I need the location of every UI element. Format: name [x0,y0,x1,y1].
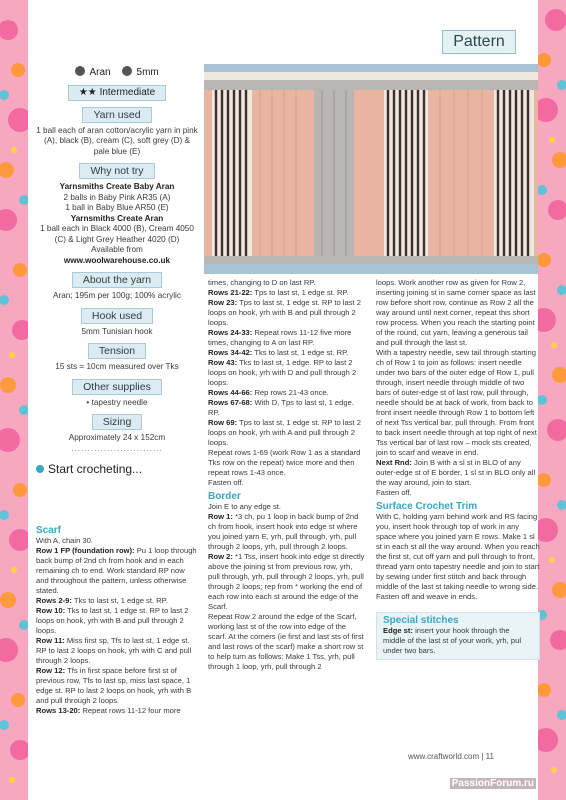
why-website-link[interactable]: www.woolwarehouse.co.uk [63,255,171,265]
yarn-used-heading: Yarn used [82,107,151,123]
fasten-off: Fasten off. [208,478,244,487]
sizing-heading: Sizing [92,414,143,430]
rows-24-33: Rows 24-33: Repeat rows 11-12 five more times, changing to A on last RP. [208,328,352,347]
yarn-weight-icon [75,66,85,76]
rows-13-20: Rows 13-20: Repeat rows 11-12 four more [36,706,181,715]
trim-heading: Surface Crochet Trim [376,501,478,512]
start-crocheting-heading: Start crocheting... [36,464,198,475]
row-1: Row 1 FP (foundation row): Pu 1 loop through back bump of 2nd ch from hook and in each remaining ch to end. Work standard RP now and throughout the pattern, unless otherwise stated. [36,546,197,595]
floral-pattern-icon [0,0,28,800]
floral-pattern-icon [538,0,566,800]
row-69: Row 69: Tps to last st, 1 edge st. RP to last 2 loops on hook, yrh with A and pull through 2 loops. [208,418,361,447]
scarf-heading: Scarf [36,525,62,536]
about-yarn-text: Aran; 195m per 100g; 100% acrylic [53,291,181,300]
floral-border-left [0,0,28,800]
special-stitches-heading: Special stitches [383,615,459,626]
why-line-3: 1 ball each in Black 4000 (B), Cream 4050 (C) & Light Grey Heather 4020 (D) [40,224,194,244]
rows-34-42: Rows 34-42: Tks to last st, 1 edge st. RP. [208,348,349,357]
special-stitches-box [376,612,540,660]
why-available: Available from [91,245,143,254]
info-sidebar [36,64,198,475]
tension-text: 15 sts = 10cm measured over Tks [55,362,179,371]
dotted-divider: ............................ [71,443,163,453]
border-row-2: Row 2: *1 Tss, insert hook into edge st directly above the joining st from previous row, yrh, pull through, yrh, pull through 2 loops, yrh, pull through 2 loops; rep from * working the end of each row into each st around the edge of the Scarf. [208,552,365,611]
yarn-used-text: 1 ball each of aran cotton/acrylic yarn in pink (A), black (B), cream (C), soft grey (D) & pale blue (E) [36,125,198,156]
hook-used-text: 5mm Tunisian hook [81,326,153,336]
continued-text: loops. Work another row as given for Row 2, inserting joining st in same corner space as last row before short row, continue as Row 2 all the way around until next corner, repeat this short row process. When you reach the starting point of the round, cut yarn, leaving a generous tail and pull through the last st. [376,278,536,347]
about-yarn-heading: About the yarn [72,272,162,288]
row-10: Row 10: Tks to last st, 1 edge st. RP to last 2 loops on hook, yrh with B and pull through 2 loops. [36,606,189,635]
why-line-1: 2 balls in Baby Pink AR35 (A) [63,192,171,202]
ratings-row [36,66,198,79]
rows-44-66: Rows 44-66: Rep rows 21-43 once. [208,388,329,397]
floral-border-right [538,0,566,800]
scarf-intro: With A, chain 30. [36,536,93,545]
page-number: 11 [485,752,494,761]
border-heading: Border [208,491,241,502]
page-footer [408,752,548,761]
supplies-text: • tapestry needle [86,397,148,407]
repeat-instructions: Repeat rows 1-69 (work Row 1 as a standard Tks row on the repeat) twice more and then repeat rows 1-43 once. [208,448,361,477]
rows-21-22: Rows 21-22: Tps to last st, 1 edge st. RP. [208,288,349,297]
pattern-column-2 [208,278,366,672]
row-11: Row 11: Miss first sp, Tfs to last st, 1 edge st. RP to last 2 loops on hook, yrh with C and pull through 2 loops. [36,636,192,665]
star-icon: ★★ [78,86,97,98]
difficulty-badge [68,85,166,101]
border-intro: Join E to any edge st. [208,502,282,511]
why-brand-1: Yarnsmiths Create Baby Aran [59,182,175,191]
sizing-text: Approximately 24 x 152cm [68,433,166,442]
scarf-instructions [36,522,198,716]
page-content [28,0,538,800]
why-line-2: 1 ball in Baby Blue AR50 (E) [65,203,169,212]
trim-text: With C, holding yarn behind work and RS facing you, insert hook through top of work in any space where you joined yarn E rows. Make 1 sl st in each st all the way around. When you reach the first st, cut off yarn and pull through to front, thread yarn onto tapestry needle and join to start by sewing under first stitch and back through middle of the last st taking needle to wrong side. Fasten off and weave in ends. [376,512,540,601]
fasten-off: Fasten off. [376,488,412,497]
section-tab: Pattern [442,30,516,54]
difficulty-label: Intermediate [99,86,156,98]
border-repeat: Repeat Row 2 around the edge of the Scarf, working last st of the row into edge of the scarf. At the corners (ie first and last sts of first and last rows of the scarf) make a short row st to help turn as follows: Make 1 Tss, yrh, pull through 1 loop, yrh, pull through 2 [208,612,364,671]
edge-st: Edge st: insert your hook through the middle of the last st of your work, yrh, pul under two bars. [383,626,522,655]
why-brand-2: Yarnsmiths Create Aran [70,213,164,223]
row-12: Row 12: Tfs in first space before first st of previous row, Tfs to last sp, miss last space, 1 edge st. RP to last 2 loops on hook, yrh with B and pull through 2 loops. [36,666,192,705]
why-not-try-heading: Why not try [79,163,154,179]
yarn-weight: Aran [89,67,111,78]
footer-separator: | [481,752,484,761]
hook-icon [122,66,132,76]
pattern-column-3 [376,278,540,660]
bullet-icon [36,465,44,473]
border-row-1: Row 1: *3 ch, pu 1 loop in back bump of 2nd ch from hook, insert hook into edge st where you joined yarn E, yrh, pull through, yrh, pull through 2 loops, yrh, pull through 2 loops. [208,512,359,551]
row-43: Row 43: Tks to last st, 1 edge. RP to last 2 loops on hook, yrh with D and pull through 2 loops. [208,358,357,387]
footer-website[interactable]: www.craftworld.com [408,752,480,761]
hook-size: 5mm [136,67,159,78]
hook-used-heading: Hook used [81,308,153,324]
continued-text: times, changing to D on last RP. [208,278,316,287]
supplies-heading: Other supplies [72,379,162,395]
row-23: Row 23: Tps to last st, 1 edge st. RP to last 2 loops on hook, yrh with B and pull through 2 loops. [208,298,361,327]
rows-2-9: Rows 2-9: Tks to last st, 1 edge st. RP. [36,596,168,605]
next-round: Next Rnd: Join B with a sl st in BLO of any outer-edge st of E border, 1 sl st in BLO only all the way around, join to start. [376,458,536,487]
tension-heading: Tension [88,343,146,359]
join-instructions: With a tapestry needle, sew tail through starting ch of Row 1 to join as follows: insert needle under two bars of the outer edge of Row 1, pull through, insert needle through middle of two bars of outer-edge st of last row, pull through, needle should be at back of work, from back to front insert needle through Row 1 to bottom left of next Tss vertical bar, pull through. From front to back insert needle through at top right of next Tss vertical bar of last row – mock sts created, join to scarf and weave in end. [376,348,537,457]
scarf-photo [204,64,538,274]
watermark: PassionForum.ru [451,778,534,789]
knit-swatch-illustration [204,64,538,274]
rows-67-68: Rows 67-68: With D, Tps to last st, 1 edge. RP. [208,398,354,417]
